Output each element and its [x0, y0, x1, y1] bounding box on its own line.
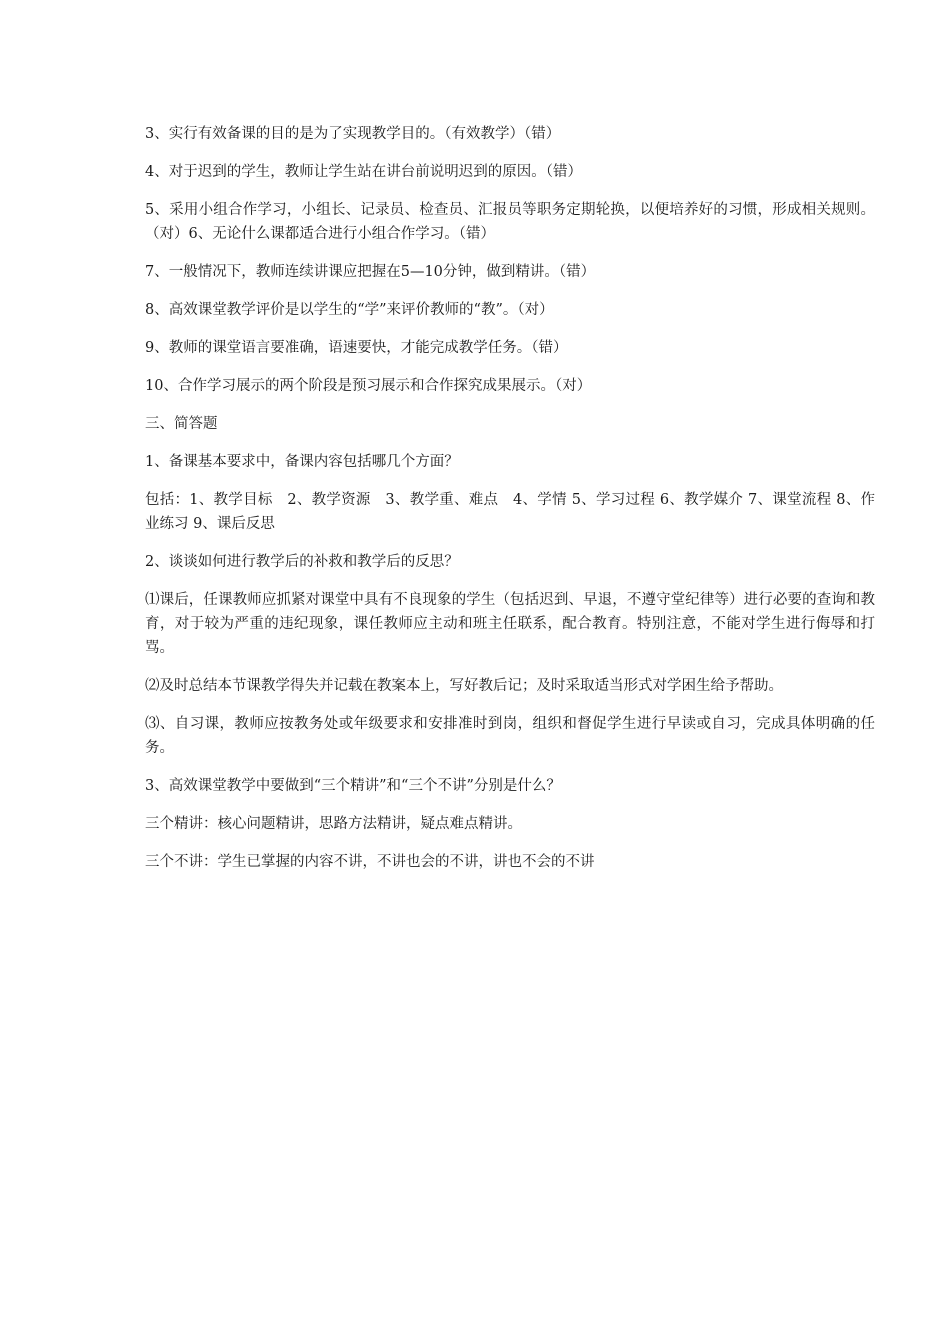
answer-2-part-3: ⑶、自习课，教师应按教务处或年级要求和安排准时到岗，组织和督促学生进行早读或自习，完成具体明确的任务。	[145, 716, 875, 756]
answer-1: 包括：1、教学目标 2、教学资源 3、教学重、难点 4、学情 5、学习过程 6、教学媒介 7、课堂流程 8、作业练习 9、课后反思	[145, 492, 875, 532]
question-2: 2、谈谈如何进行教学后的补救和教学后的反思？	[145, 554, 459, 570]
true-false-item-5-6: 5、采用小组合作学习，小组长、记录员、检查员、汇报员等职务定期轮换，以便培养好的习惯，形成相关规则。（对）6、无论什么课都适合进行小组合作学习。（错）	[145, 202, 875, 242]
true-false-item-9: 9、教师的课堂语言要准确，语速要快，才能完成教学任务。（错）	[145, 340, 568, 356]
answer-2-part-1: ⑴课后，任课教师应抓紧对课堂中具有不良现象的学生（包括迟到、早退，不遵守堂纪律等）进行必要的查询和教育，对于较为严重的违纪现象，课任教师应主动和班主任联系，配合教育。特别注意，不能对学生进行侮辱和打骂。	[145, 592, 875, 656]
true-false-item-7: 7、一般情况下，教师连续讲课应把握在5—10分钟，做到精讲。（错）	[145, 264, 596, 280]
true-false-item-4: 4、对于迟到的学生，教师让学生站在讲台前说明迟到的原因。（错）	[145, 164, 582, 180]
answer-3-part-2: 三个不讲：学生已掌握的内容不讲，不讲也会的不讲，讲也不会的不讲	[145, 854, 595, 870]
document-page	[145, 122, 875, 888]
true-false-item-8: 8、高效课堂教学评价是以学生的“学”来评价教师的“教”。（对）	[145, 302, 554, 318]
answer-2-part-2: ⑵及时总结本节课教学得失并记载在教案本上，写好教后记；及时采取适当形式对学困生给予帮助。	[145, 678, 783, 694]
section-heading: 三、简答题	[145, 416, 218, 432]
answer-3-part-1: 三个精讲：核心问题精讲，思路方法精讲，疑点难点精讲。	[145, 816, 522, 832]
question-3: 3、高效课堂教学中要做到“三个精讲”和“三个不讲”分别是什么？	[145, 778, 561, 794]
true-false-item-3: 3、实行有效备课的目的是为了实现教学目的。（有效教学）（错）	[145, 126, 561, 142]
true-false-item-10: 10、合作学习展示的两个阶段是预习展示和合作探究成果展示。（对）	[145, 378, 592, 394]
question-1: 1、备课基本要求中，备课内容包括哪几个方面？	[145, 454, 459, 470]
